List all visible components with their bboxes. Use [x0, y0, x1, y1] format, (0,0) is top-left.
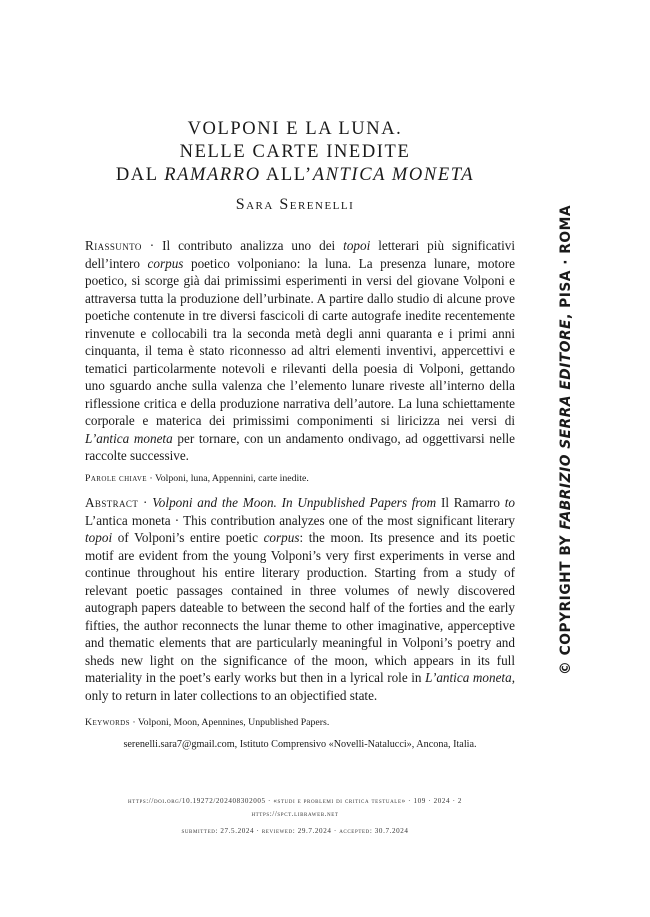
- separator: ·: [170, 512, 184, 528]
- copyright-publisher: FABRIZIO SERRA EDITORE: [558, 318, 574, 530]
- italian-abstract: [85, 237, 515, 465]
- english-title-italic: Volponi and the Moon. In Unpublished Papers from: [152, 495, 437, 510]
- author-name: Sara Serenelli: [235, 196, 355, 213]
- abstract-text: This contribution analyzes one of the most significant literary: [183, 512, 515, 528]
- separator: ·: [146, 473, 155, 484]
- title-line-3-middle: ALL’: [260, 165, 313, 185]
- italian-keywords-label: Parole chiave: [85, 473, 147, 484]
- title-line-3-prefix: DAL: [115, 165, 165, 185]
- english-keywords: [85, 716, 515, 729]
- copyright-prefix: © COPYRIGHT BY: [558, 529, 574, 675]
- keywords-text: Volponi, Moon, Apennines, Unpublished Papers.: [137, 717, 330, 728]
- english-keywords-label: Keywords: [85, 717, 130, 728]
- abstract-text: of Volponi’s entire poetic: [112, 530, 264, 545]
- abstract-text: per tornare, con un andamento ondivago, ad oggettivarsi nelle raccolte successive.: [85, 430, 515, 463]
- abstract-text: poetico volponiano: la luna. La presenza lunare, motore poetico, si scorge già dai primissimi esperimenti in versi del giovane Volponi e attraversa tutta la produzione dell’urbinate. A partire dallo studio di alcune prove poetiche contenute in tre diversi fascicoli di carte autografe inedite recentemente rinvenute e collocabili tra la seconda metà degli anni quaranta e i primi anni cinquanta, il tema è stato riconnesso ad altri elementi inventivi, appercettivi e tematici particolarmente notevoli e rilevanti della poesia di Volponi, gettando uno sguardo anche sulla valenza che l’elemento lunare riveste all’interno della riflessione critica e della produzione narrativa dell’autore. La luna schiettamente corporale e materica dei primissimi componimenti si liricizza nei versi di: [85, 255, 516, 428]
- footer-doi-line: https://doi.org/10.19272/202408302005 · «studi e problemi di critica testuale» · 109 · 2024 · 2: [127, 797, 463, 805]
- english-title-italic: to: [504, 495, 515, 510]
- italian-keywords: [85, 472, 515, 485]
- separator: ·: [141, 238, 163, 253]
- title-work-antica-moneta: ANTICA MONETA: [312, 165, 475, 185]
- footer-url-line: https://spct.libraweb.net: [251, 810, 339, 818]
- italic-term: corpus: [263, 530, 300, 545]
- abstract-text: : the moon. Its presence and its poetic motif are evident from the young Volponi’s very first experiments in verse and continue throughout his entire literary production. Starting from a study of relevant poetic passages contained in three volumes of newly discovered autograph papers dateable to between the second half of the forties and the early fifties, the author reconnects the lunar theme to other imaginative, apperceptive and thematic elements that are particularly meaningful in Volponi’s poetry and sheds new light on the significance of the moon, which appears in its full materiality in the poet’s early works but then in a lyrical role in: [85, 530, 515, 685]
- footer-dates-line: submitted: 27.5.2024 · reviewed: 29.7.2024 · accepted: 30.7.2024: [181, 827, 409, 835]
- english-title-roman: Il Ramarro: [436, 495, 505, 510]
- italic-term: topoi: [85, 530, 113, 545]
- title-line-3: [80, 164, 510, 187]
- english-title-roman: L’antica moneta: [85, 512, 171, 528]
- title-line-1: VOLPONI E LA LUNA.: [187, 119, 403, 139]
- italian-abstract-label: Riassunto: [85, 238, 142, 253]
- title-line-2: NELLE CARTE INEDITE: [179, 142, 411, 162]
- separator: ·: [138, 495, 153, 510]
- italic-work-title: L’antica moneta: [85, 430, 173, 446]
- keywords-text: Volponi, luna, Appennini, carte inedite.: [154, 473, 309, 484]
- abstract-text: Il contributo analizza uno dei: [162, 238, 344, 253]
- italic-work-title: L’antica moneta: [425, 670, 512, 685]
- author-contact: serenelli.sara7@gmail.com, Istituto Comprensivo «Novelli-Natalucci», Ancona, Italia.: [123, 739, 477, 750]
- abstract-text: letterari più significativi dell’intero: [85, 238, 515, 271]
- italic-term: corpus: [147, 255, 184, 271]
- title-work-ramarro: RAMARRO: [164, 165, 261, 185]
- abstract-text: , only to return in later collections to an objectified state.: [85, 670, 515, 703]
- italic-term: topoi: [343, 238, 371, 253]
- copyright-suffix: , PISA · ROMA: [558, 204, 574, 319]
- english-abstract-label: Abstract: [85, 495, 139, 510]
- article-title: [80, 118, 510, 187]
- english-abstract: [85, 494, 515, 704]
- separator: ·: [129, 717, 138, 728]
- copyright-vertical-notice: [558, 205, 574, 675]
